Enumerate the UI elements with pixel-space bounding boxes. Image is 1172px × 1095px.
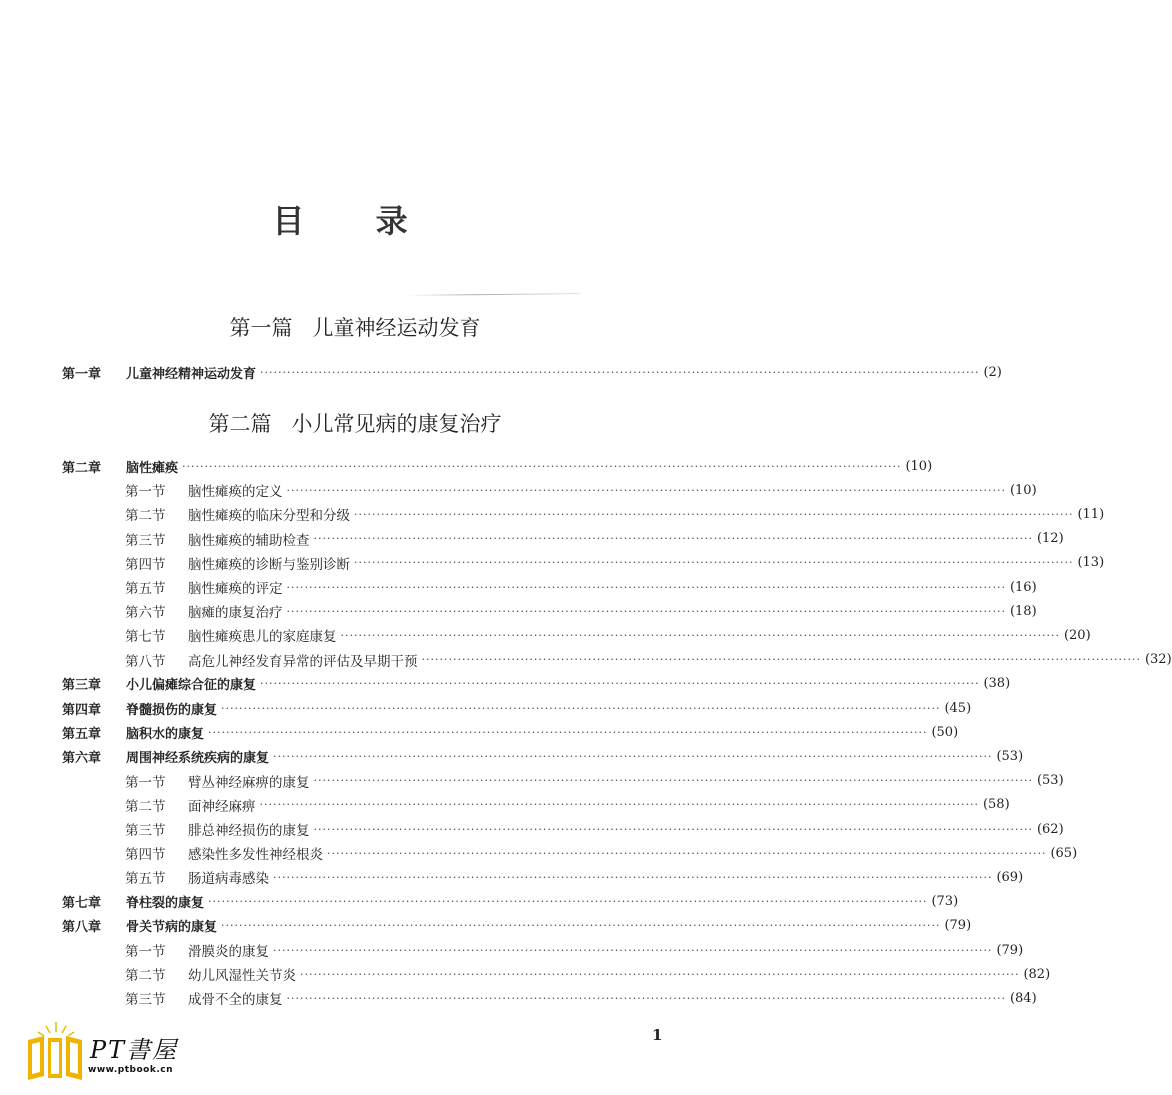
dot-leader: ································································································································································ bbox=[286, 991, 1006, 1005]
dot-leader: ································································································································································ bbox=[182, 459, 902, 473]
toc-page-number: (53) bbox=[1036, 773, 1064, 789]
toc-chapter-row bbox=[62, 362, 1002, 382]
dot-leader: ································································································································································ bbox=[313, 822, 1033, 836]
toc-section-row bbox=[125, 940, 1024, 960]
chapter-number: 第二章 bbox=[62, 460, 102, 476]
toc-entry-label bbox=[62, 699, 217, 718]
toc-section-row bbox=[125, 553, 1105, 573]
toc-page-number: (79) bbox=[944, 918, 972, 934]
toc-entry-label bbox=[125, 601, 283, 621]
toc-page-number: (12) bbox=[1036, 531, 1064, 547]
section-title: 脑性瘫痪的评定 bbox=[188, 581, 283, 597]
toc-entry-label bbox=[125, 964, 296, 984]
toc-section-row bbox=[125, 819, 1064, 839]
section-title: 滑膜炎的康复 bbox=[188, 944, 269, 960]
section-title: 成骨不全的康复 bbox=[188, 992, 283, 1009]
toc-page-number: (73) bbox=[931, 894, 959, 910]
chapter-title: 脑性瘫痪 bbox=[126, 460, 179, 476]
chapter-number: 第一章 bbox=[62, 366, 102, 382]
toc-section-row bbox=[125, 529, 1064, 549]
chapter-number: 第五章 bbox=[62, 726, 102, 742]
toc-page-number: (45) bbox=[944, 700, 972, 716]
toc-page-number: (53) bbox=[996, 748, 1024, 764]
toc-entry-label bbox=[62, 892, 204, 911]
section-title: 感染性多发性神经根炎 bbox=[188, 847, 323, 864]
toc-page-number: (2) bbox=[983, 364, 1002, 380]
section-title: 脑性瘫痪的诊断与鉴别诊断 bbox=[188, 556, 350, 573]
dot-leader: ································································································································································ bbox=[300, 967, 1020, 981]
dot-leader: ································································································································································ bbox=[313, 774, 1033, 788]
section-title: 脑性瘫痪的定义 bbox=[188, 484, 283, 501]
section-title: 脑性瘫痪的辅助检查 bbox=[188, 532, 310, 549]
toc-section-row bbox=[125, 650, 1172, 670]
toc-page-number: (65) bbox=[1050, 845, 1078, 861]
section-title: 幼儿风湿性关节炎 bbox=[188, 968, 296, 985]
toc-entry-label bbox=[125, 577, 283, 597]
dot-leader: ································································································································································ bbox=[421, 653, 1141, 667]
chapter-title: 脊髓损伤的康复 bbox=[126, 702, 218, 718]
toc-section-row bbox=[125, 867, 1024, 888]
toc-entry-label bbox=[125, 843, 323, 863]
toc-page-number: (58) bbox=[982, 797, 1010, 813]
section-number: 第四节 bbox=[125, 847, 166, 864]
toc-entry-label bbox=[125, 819, 310, 839]
dot-leader: ································································································································································ bbox=[221, 919, 941, 933]
chapter-number: 第八章 bbox=[62, 920, 102, 936]
chapter-title: 骨关节病的康复 bbox=[126, 920, 218, 936]
dot-leader: ································································································································································ bbox=[208, 725, 928, 739]
toc-chapter-row bbox=[62, 722, 959, 742]
toc-page-number: (18) bbox=[1009, 603, 1037, 619]
toc-page-number: (82) bbox=[1023, 966, 1051, 982]
section-title: 脑性瘫痪的临床分型和分级 bbox=[188, 508, 350, 525]
toc-section-row bbox=[125, 771, 1064, 791]
dot-leader: ································································································································································ bbox=[286, 580, 1006, 594]
section-number: 第二节 bbox=[125, 508, 166, 525]
toc-entry-label bbox=[125, 795, 256, 815]
part-heading-2: 第二篇 小儿常见病的康复治疗 bbox=[208, 412, 502, 436]
toc-chapter-row bbox=[62, 698, 972, 718]
page-title: 目 录 bbox=[272, 202, 438, 240]
section-number: 第五节 bbox=[125, 581, 166, 597]
decorative-line bbox=[405, 293, 580, 296]
chapter-title: 脑积水的康复 bbox=[126, 726, 205, 742]
chapter-title: 脊柱裂的康复 bbox=[126, 896, 205, 912]
chapter-title: 周围神经系统疾病的康复 bbox=[126, 750, 270, 766]
toc-entry-label bbox=[125, 650, 418, 670]
dot-leader: ································································································································································ bbox=[286, 604, 1006, 618]
section-title: 脑瘫的康复治疗 bbox=[188, 605, 283, 622]
toc-entry-label bbox=[125, 625, 337, 645]
section-number: 第三节 bbox=[125, 992, 166, 1009]
section-number: 第五节 bbox=[125, 871, 166, 888]
toc-page-number: (79) bbox=[996, 942, 1024, 958]
toc-entry-label bbox=[125, 771, 310, 791]
section-number: 第二节 bbox=[125, 798, 166, 815]
logo-url: www.ptbook.cn bbox=[88, 1065, 173, 1075]
section-number: 第四节 bbox=[125, 556, 166, 573]
toc-entry-label bbox=[62, 674, 256, 693]
toc-chapter-row bbox=[62, 746, 1024, 766]
dot-leader: ································································································································································ bbox=[354, 556, 1074, 570]
toc-entry-label bbox=[62, 363, 256, 382]
toc-page-number: (10) bbox=[905, 458, 933, 474]
toc-page-number: (32) bbox=[1144, 652, 1172, 668]
chapter-title: 儿童神经精神运动发育 bbox=[126, 366, 257, 382]
dot-leader: ································································································································································ bbox=[340, 628, 1060, 642]
section-title: 腓总神经损伤的康复 bbox=[188, 823, 310, 839]
toc-section-row bbox=[125, 504, 1105, 525]
section-number: 第二节 bbox=[125, 968, 166, 985]
toc-entry-label bbox=[62, 723, 204, 742]
dot-leader: ································································································································································ bbox=[260, 677, 980, 691]
toc-page-number: (62) bbox=[1036, 821, 1064, 837]
section-title: 脑性瘫痪患儿的家庭康复 bbox=[188, 629, 337, 646]
chapter-number: 第六章 bbox=[62, 750, 102, 766]
toc-section-row bbox=[125, 601, 1037, 622]
dot-leader: ································································································································································ bbox=[221, 701, 941, 715]
section-number: 第七节 bbox=[125, 629, 166, 646]
toc-entry-label bbox=[125, 480, 283, 500]
toc-entry-label bbox=[125, 988, 283, 1008]
page-number: 1 bbox=[652, 1026, 663, 1044]
toc-entry-label bbox=[125, 529, 310, 549]
dot-leader: ································································································································································ bbox=[354, 507, 1074, 521]
part-heading-1: 第一篇 儿童神经运动发育 bbox=[229, 316, 481, 340]
section-number: 第六节 bbox=[125, 605, 166, 622]
toc-page-number: (69) bbox=[996, 869, 1024, 885]
section-title: 面神经麻痹 bbox=[188, 798, 256, 815]
dot-leader: ································································································································································ bbox=[208, 895, 928, 909]
dot-leader: ································································································································································ bbox=[273, 749, 993, 763]
section-number: 第一节 bbox=[125, 944, 166, 960]
chapter-number: 第七章 bbox=[62, 896, 102, 912]
toc-section-row bbox=[125, 843, 1078, 864]
chapter-number: 第三章 bbox=[62, 678, 102, 694]
toc-chapter-row bbox=[62, 674, 1011, 694]
toc-section-row bbox=[125, 480, 1037, 501]
section-number: 第八节 bbox=[125, 653, 166, 670]
toc-entry-label bbox=[125, 940, 269, 960]
dot-leader: ································································································································································ bbox=[286, 483, 1006, 497]
toc-entry-label bbox=[62, 457, 178, 476]
section-title: 高危儿神经发育异常的评估及早期干预 bbox=[188, 653, 418, 670]
toc-page-number: (38) bbox=[983, 676, 1011, 692]
toc-page-number: (16) bbox=[1009, 579, 1037, 595]
toc-section-row bbox=[125, 964, 1051, 985]
toc-entry-label bbox=[62, 916, 217, 935]
chapter-title: 小儿偏瘫综合征的康复 bbox=[126, 678, 257, 694]
toc-chapter-row bbox=[62, 456, 933, 476]
toc-section-row bbox=[125, 577, 1037, 597]
dot-leader: ································································································································································ bbox=[259, 798, 979, 812]
dot-leader: ································································································································································ bbox=[273, 870, 993, 884]
toc-section-row bbox=[125, 988, 1037, 1009]
chapter-number: 第四章 bbox=[62, 702, 102, 718]
toc-entry-label bbox=[125, 553, 350, 573]
toc-section-row bbox=[125, 625, 1091, 646]
toc-page-number: (20) bbox=[1063, 627, 1091, 643]
toc-section-row bbox=[125, 795, 1010, 815]
section-number: 第一节 bbox=[125, 774, 166, 791]
dot-leader: ································································································································································ bbox=[260, 365, 980, 379]
toc-chapter-row bbox=[62, 892, 959, 912]
toc-entry-label bbox=[125, 867, 269, 887]
toc-entry-label bbox=[62, 747, 269, 766]
toc-page-number: (50) bbox=[931, 724, 959, 740]
section-number: 第三节 bbox=[125, 532, 166, 549]
dot-leader: ································································································································································ bbox=[273, 943, 993, 957]
section-title: 肠道病毒感染 bbox=[188, 871, 269, 888]
toc-page-number: (10) bbox=[1009, 482, 1037, 498]
section-number: 第三节 bbox=[125, 823, 166, 839]
toc-page-number: (84) bbox=[1009, 990, 1037, 1006]
dot-leader: ································································································································································ bbox=[313, 532, 1033, 546]
section-number: 第一节 bbox=[125, 484, 166, 501]
toc-page-number: (13) bbox=[1077, 555, 1105, 571]
section-title: 臂丛神经麻痹的康复 bbox=[188, 774, 310, 791]
dot-leader: ································································································································································ bbox=[327, 846, 1047, 860]
logo-name: PT書屋 bbox=[90, 1036, 179, 1064]
toc-entry-label bbox=[125, 504, 350, 524]
toc-chapter-row bbox=[62, 916, 972, 936]
toc-page-number: (11) bbox=[1077, 506, 1105, 522]
